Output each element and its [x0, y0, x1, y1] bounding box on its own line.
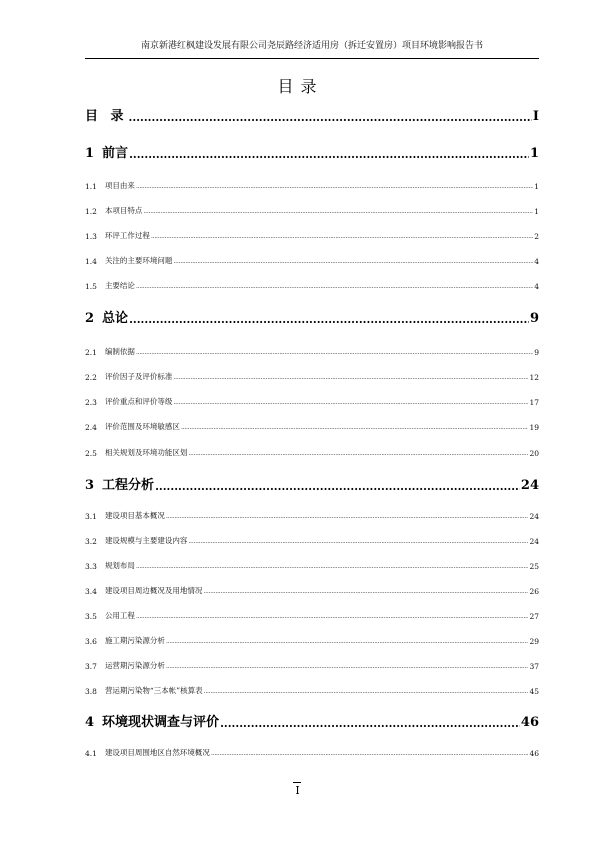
toc-entry[interactable]: [85, 422, 539, 432]
toc-entry[interactable]: [85, 448, 539, 458]
toc-entry-number: 3: [85, 478, 95, 493]
toc-dot-leader: [173, 398, 528, 407]
toc-dot-leader: [136, 348, 533, 357]
toc-entry-label: 关注的主要环境问题: [104, 256, 173, 265]
toc-entry-page: 12: [529, 373, 539, 382]
toc-dot-leader: [166, 512, 529, 521]
toc-entry-label: 环境现状调查与评价: [102, 715, 220, 730]
toc-entry[interactable]: [85, 206, 539, 216]
toc-dot-leader: [136, 282, 533, 291]
toc-entry[interactable]: [85, 511, 539, 521]
toc-dot-leader: [181, 423, 529, 432]
toc-entry-page: 24: [529, 537, 539, 546]
toc-dot-leader: [211, 749, 529, 758]
toc-entry-page: 2: [534, 232, 539, 241]
toc-entry-number: 2: [85, 311, 95, 326]
toc-entry-page: 9: [534, 348, 539, 357]
toc-entry-number: 3.3: [85, 562, 97, 571]
toc-entry-number: 2.5: [85, 449, 97, 458]
toc-entry[interactable]: [85, 281, 539, 291]
toc-dot-leader: [151, 232, 533, 241]
toc-entry[interactable]: [85, 712, 539, 730]
toc-entry-page: 46: [529, 749, 539, 758]
toc-dot-leader: [166, 637, 529, 646]
toc-entry-page: 27: [529, 612, 539, 621]
toc-entry-label: 环评工作过程: [104, 231, 150, 240]
toc-entry[interactable]: [85, 308, 539, 326]
toc-dot-leader: [220, 718, 520, 730]
toc-entry-page: 19: [529, 423, 539, 432]
toc-entry-label: 施工期污染源分析: [104, 636, 165, 645]
toc-entry-label: 编制依据: [104, 347, 135, 356]
toc-entry[interactable]: [85, 686, 539, 696]
toc-entry[interactable]: [85, 256, 539, 266]
toc-entry-page: 9: [529, 311, 539, 326]
toc-entry-page: 1: [534, 207, 539, 216]
toc-entry-page: 20: [529, 449, 539, 458]
toc-entry-number: 2.4: [85, 423, 97, 432]
toc-entry-page: 24: [520, 478, 539, 493]
toc-entry-page: 45: [529, 687, 539, 696]
toc-dot-leader: [203, 587, 528, 596]
toc-title: 目 录: [277, 77, 318, 96]
toc-entry-page: 26: [529, 587, 539, 596]
toc-entry-number: 1.2: [85, 207, 97, 216]
toc-dot-leader: [136, 182, 533, 191]
toc-dot-leader: [136, 562, 529, 571]
toc-entry-number: 3.1: [85, 512, 97, 521]
toc-entry-page: 17: [529, 398, 539, 407]
page-header: [85, 40, 539, 59]
page-footer: [0, 784, 595, 797]
toc-entry-number: 1: [85, 146, 95, 161]
toc-entry-label: 项目由来: [104, 181, 135, 190]
toc-entry-number: 3.6: [85, 637, 97, 646]
toc-entry-label: 建设项目基本概况: [104, 511, 165, 520]
toc-entry-number: 1.1: [85, 182, 97, 191]
toc-entry[interactable]: [85, 661, 539, 671]
toc-entry-label: 评价范围及环境敏感区: [104, 422, 180, 431]
toc-entry[interactable]: [85, 347, 539, 357]
toc-entry[interactable]: [85, 397, 539, 407]
toc-dot-leader: [166, 662, 529, 671]
toc-entry-page: 46: [520, 715, 539, 730]
toc-dot-leader: [188, 537, 528, 546]
toc-entry-label: 规划布局: [104, 561, 135, 570]
page-number: I: [295, 784, 300, 797]
toc-entry[interactable]: [85, 536, 539, 546]
toc-entry-number: 3.7: [85, 662, 97, 671]
toc-dot-leader: [173, 373, 528, 382]
toc-entry[interactable]: [85, 181, 539, 191]
toc-entry-page: 1: [534, 182, 539, 191]
toc-entry-label: 营运期污染物“三本帐”核算表: [104, 686, 203, 695]
toc-entry-number: 2.3: [85, 398, 97, 407]
toc-entry-label: 建设项目周围地区自然环境概况: [104, 748, 210, 757]
toc-entry[interactable]: [85, 231, 539, 241]
toc-dot-leader: [143, 207, 533, 216]
toc-entry-number: 4.1: [85, 749, 97, 758]
toc-entry[interactable]: [85, 372, 539, 382]
toc-entry-label: 工程分析: [102, 478, 155, 493]
toc-entry-page: 4: [534, 257, 539, 266]
toc-dot-leader: [129, 314, 529, 326]
toc-entry[interactable]: [85, 586, 539, 596]
toc-entry-label: 评价重点和评价等级: [104, 397, 173, 406]
toc-entry-number: 2.1: [85, 348, 97, 357]
toc-entry-label: 本项目特点: [104, 206, 143, 215]
toc-dot-leader: [173, 257, 533, 266]
toc-entry-label: 相关规划及环境功能区划: [104, 448, 188, 457]
toc-entry-page: 29: [529, 637, 539, 646]
toc-entry[interactable]: [85, 636, 539, 646]
toc-entry-number: 1.4: [85, 257, 97, 266]
footer-rule: [293, 782, 301, 783]
toc-entry[interactable]: [85, 748, 539, 758]
toc-entry-label: 评价因子及评价标准: [104, 372, 173, 381]
toc-entry-label: 前言: [102, 146, 129, 161]
toc-entry-label: 总论: [102, 311, 129, 326]
toc-entry-page: 24: [529, 512, 539, 521]
toc-entry-page: 25: [529, 562, 539, 571]
toc-dot-leader: [129, 149, 529, 161]
toc-entry-label: 主要结论: [104, 281, 135, 290]
toc-entry-number: 3.2: [85, 537, 97, 546]
toc-entry-number: 3.8: [85, 687, 97, 696]
toc-entry-label: 运营期污染源分析: [104, 661, 165, 670]
toc-entry-page: I: [532, 109, 539, 124]
toc-entry[interactable]: [85, 143, 539, 161]
toc-entry-label: 建设规模与主要建设内容: [104, 536, 188, 545]
toc-entry-number: 3.4: [85, 587, 97, 596]
toc-dot-leader: [136, 612, 529, 621]
toc-entry-label: 目 录: [85, 109, 128, 124]
toc-entry-page: 37: [529, 662, 539, 671]
toc-entry-number: 3.5: [85, 612, 97, 621]
toc-dot-leader: [129, 112, 532, 124]
toc-entry-page: 1: [529, 146, 539, 161]
toc-dot-leader: [188, 449, 528, 458]
toc-dot-leader: [155, 481, 520, 493]
toc-entry[interactable]: [85, 561, 539, 571]
toc-entry[interactable]: [85, 611, 539, 621]
toc-entry-number: 2.2: [85, 373, 97, 382]
toc-entry-number: 1.3: [85, 232, 97, 241]
toc-dot-leader: [204, 687, 529, 696]
toc-entry-number: 1.5: [85, 282, 97, 291]
toc-entry[interactable]: [85, 475, 539, 493]
toc-entry[interactable]: [85, 106, 539, 124]
toc-entry-label: 建设项目周边概况及用地情况: [104, 586, 203, 595]
toc-entry-page: 4: [534, 282, 539, 291]
header-title: 南京新港红枫建设发展有限公司尧辰路经济适用房（拆迁安置房）项目环境影响报告书: [140, 41, 483, 51]
toc-entry-label: 公用工程: [104, 611, 135, 620]
toc-entry-number: 4: [85, 715, 95, 730]
